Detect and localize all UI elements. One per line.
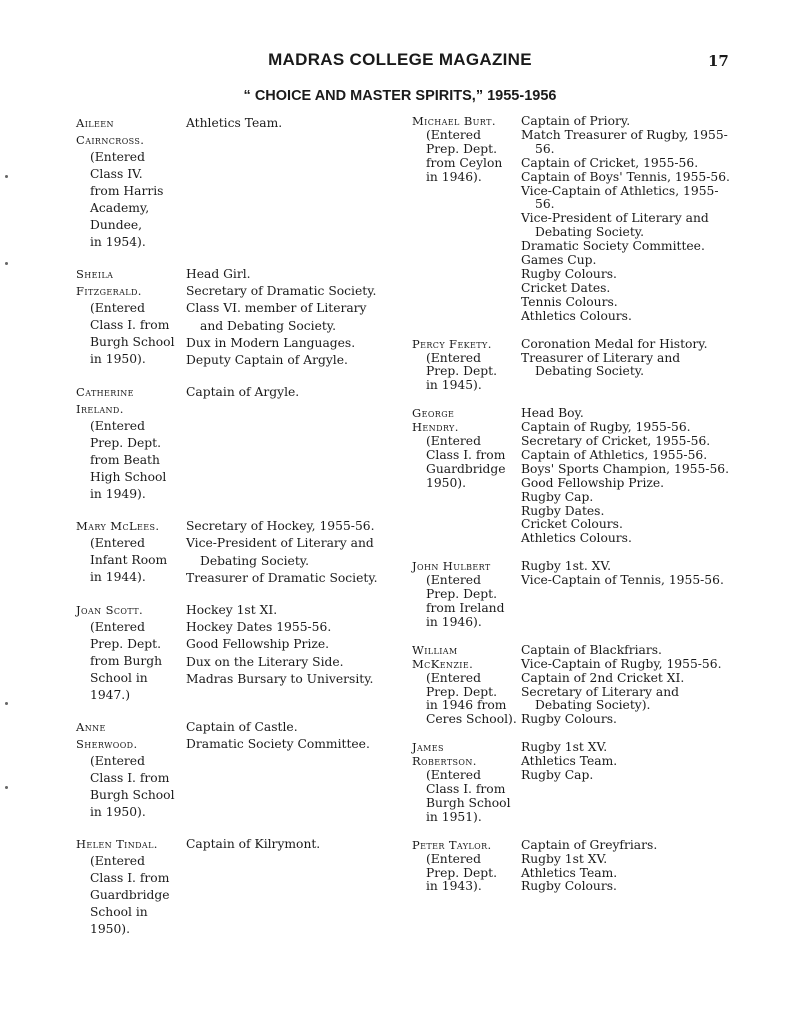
entry-note: School in [90,905,148,920]
entry-note: (Entered [90,754,145,769]
honour-item: Athletics Team. [521,865,618,880]
entry-note: (Entered [90,301,145,315]
scan-speck [5,702,8,705]
entry-note: Dundee, [90,218,143,232]
honour-item: Dramatic Society Committee. [521,239,705,254]
entry-note: in 1944). [90,570,146,585]
student-name: James [412,740,444,755]
student-name: Sherwood. [76,737,138,752]
honour-item: Rugby Colours. [521,712,617,727]
entry-note: in 1951). [426,809,482,824]
honour-item: Rugby Cap. [521,768,594,783]
entry-note: Prep. Dept. [426,587,497,602]
entry-note: Prep. Dept. [426,684,497,699]
entry-note: in 1946). [426,614,482,629]
honour-item: Class VI. member of Literary and Debating Society. [186,301,367,333]
honour-item: Rugby Colours. [521,879,617,894]
student-entry [412,338,732,394]
entry-note: (Entered [426,127,481,142]
honours-list [186,384,388,503]
honour-item: Captain of 2nd Cricket XI. [521,670,685,685]
student-name: Helen Tindal. [76,837,158,852]
student-name: Catherine [76,385,134,400]
honour-item: Secretary of Dramatic Society. [186,284,377,299]
entry-note: Burgh School [90,788,175,803]
student-name: Peter Taylor. [412,837,492,852]
page-number: 17 [708,52,729,70]
student-identity [412,115,521,324]
entry-note: from Ceylon [426,155,503,170]
honour-item: Rugby 1st. XV. [521,559,612,574]
student-name: Sheila [76,267,114,281]
student-name: Robertson. [412,754,477,769]
honour-item: Rugby 1st XV. [521,851,608,866]
entry-note: Class I. from [90,771,170,786]
student-identity [412,560,521,630]
entry-note: from Beath [90,453,160,468]
entry-note: from Ireland [426,601,505,615]
entry-note: in 1943). [426,879,482,894]
right-column [412,115,732,908]
honour-item: Secretary of Literary and Debating Society). [521,684,679,713]
entry-note: (Entered [426,434,481,449]
honour-item: Rugby Cap. [521,489,594,504]
honour-item: Treasurer of Literary and Debating Society. [521,350,681,379]
honour-item: Captain of Greyfriars. [521,837,658,852]
honour-item: Captain of Cricket, 1955-56. [521,155,699,170]
student-entry [412,560,732,630]
honour-item: Athletics Colours. [521,531,632,546]
honour-item: Athletics Colours. [521,308,632,323]
honour-item: Good Fellowship Prize. [521,475,665,490]
entry-note: High School [90,470,167,485]
student-entry [412,407,732,546]
honour-item: Tennis Colours. [521,294,618,309]
honours-list [186,719,388,821]
entry-note: (Entered [426,851,481,866]
honours-list [521,741,732,824]
entry-note: 1950). [90,922,131,937]
honour-item: Captain of Priory. [521,114,631,128]
entry-note: (Entered [90,536,145,551]
entry-note: Academy, [90,201,150,215]
honour-item: Madras Bursary to University. [186,671,374,686]
honours-list [186,602,388,704]
student-entry [76,602,388,704]
student-entry [76,719,388,821]
entry-note: in 1954). [90,235,146,249]
entry-note: (Entered [90,419,145,434]
honour-item: Cricket Colours. [521,517,623,532]
student-name: Fitzgerald. [76,284,142,298]
student-identity [412,644,521,727]
honours-list [521,407,732,546]
student-identity [76,518,186,587]
honour-item: Vice-President of Literary and Debating Society. [186,536,374,568]
student-identity [76,719,186,821]
student-entry [76,836,388,938]
student-name: William [412,642,458,657]
entry-note: Prep. Dept. [426,865,497,880]
student-identity [76,602,186,704]
scan-speck [5,262,8,265]
honour-item: Vice-Captain of Tennis, 1955-56. [521,573,724,588]
student-identity [412,338,521,394]
student-name: Mary McLees. [76,519,160,534]
honour-item: Rugby Colours. [521,266,617,281]
honour-item: Head Boy. [521,406,584,421]
entry-note: Prep. Dept. [90,637,161,652]
honour-item: Captain of Athletics, 1955-56. [521,447,708,462]
entry-note: in 1946 from [426,698,507,713]
scan-speck [5,786,8,789]
honour-item: Boys' Sports Champion, 1955-56. [521,461,729,476]
student-entry [412,644,732,727]
student-identity [76,266,186,369]
honour-item: Dux on the Literary Side. [186,654,344,669]
student-identity [76,384,186,503]
honours-list [186,836,388,938]
student-entry [412,741,732,824]
entry-note: (Entered [426,573,481,588]
entry-note: Class I. from [90,871,170,886]
honour-item: Captain of Blackfriars. [521,642,662,657]
student-entry [412,839,732,895]
student-name: Joan Scott. [76,603,144,618]
student-name: McKenzie. [412,656,474,671]
entry-note: Burgh School [90,335,175,349]
honour-item: Match Treasurer of Rugby, 1955-56. [521,127,728,156]
entry-note: (Entered [426,350,481,365]
student-identity [412,407,521,546]
entry-note: Guardbridge [90,888,170,903]
section-title: “ CHOICE AND MASTER SPIRITS,” 1955-1956 [243,88,557,104]
honours-list [186,518,388,587]
entry-note: (Entered [426,670,481,685]
student-name: Hendry. [412,420,459,435]
honour-item: Dux in Modern Languages. [186,335,356,350]
honour-item: Hockey Dates 1955-56. [186,620,332,635]
honours-list [521,839,732,895]
entry-note: (Entered [426,768,481,783]
honour-item: Treasurer of Dramatic Society. [186,570,378,585]
honour-item: Athletics Team. [186,116,283,130]
student-identity [76,115,186,251]
honours-list [521,338,732,394]
magazine-title: MADRAS COLLEGE MAGAZINE [268,50,532,69]
student-name: Aileen [76,116,114,130]
entry-note: (Entered [90,620,145,635]
student-name: Cairncross. [76,133,145,147]
entry-note: from Harris [90,184,164,198]
honour-item: Secretary of Hockey, 1955-56. [186,519,375,534]
honour-item: Hockey 1st XI. [186,603,278,618]
entry-note: 1950). [426,475,467,490]
honour-item: Head Girl. [186,267,251,281]
student-entry [76,384,388,503]
entry-note: Infant Room [90,553,168,568]
honours-list [186,266,388,369]
honour-item: Rugby 1st XV. [521,740,608,755]
entry-note: Class I. from [426,447,506,462]
student-name: Michael Burt. [412,114,496,128]
entry-note: in 1950). [90,805,146,820]
entry-note: School in [90,671,148,686]
honour-item: Captain of Rugby, 1955-56. [521,420,691,435]
entry-note: Class I. from [90,318,170,332]
entry-note: Class IV. [90,167,143,181]
student-identity [76,836,186,938]
honour-item: Captain of Argyle. [186,385,300,400]
entry-note: Prep. Dept. [426,141,497,156]
student-identity [412,839,521,895]
left-column [76,115,388,953]
entry-note: Ceres School). [426,712,517,727]
honour-item: Secretary of Cricket, 1955-56. [521,434,711,449]
entry-note: Prep. Dept. [90,436,161,451]
entry-note: (Entered [90,150,145,164]
honour-item: Good Fellowship Prize. [186,637,330,652]
honour-item: Cricket Dates. [521,280,611,295]
entry-note: in 1945). [426,378,482,393]
honour-item: Coronation Medal for History. [521,336,708,351]
student-name: John Hulbert [412,559,491,574]
honour-item: Dramatic Society Committee. [186,737,370,752]
honours-list [521,560,732,630]
honours-list [186,115,388,251]
honour-item: Deputy Captain of Argyle. [186,353,348,368]
honour-item: Athletics Team. [521,754,618,769]
honour-item: Captain of Castle. [186,720,298,735]
entry-note: in 1949). [90,487,146,502]
honour-item: Vice-President of Literary and Debating Society. [521,211,709,240]
student-name: George [412,406,455,421]
student-entry [76,266,388,369]
entry-note: in 1950). [90,352,146,366]
entry-note: Burgh School [426,795,511,810]
entry-note: 1947.) [90,688,131,703]
honour-item: Vice-Captain of Athletics, 1955-56. [521,183,719,212]
honour-item: Captain of Kilrymont. [186,837,321,852]
scan-speck [5,175,8,178]
entry-note: Prep. Dept. [426,364,497,379]
student-identity [412,741,521,824]
student-entry [412,115,732,324]
honour-item: Games Cup. [521,253,597,268]
honour-item: Rugby Dates. [521,503,605,518]
honour-item: Captain of Boys' Tennis, 1955-56. [521,169,730,184]
student-entry [76,518,388,587]
entry-note: (Entered [90,854,145,869]
student-name: Anne [76,720,106,735]
entry-note: Guardbridge [426,461,506,476]
student-name: Percy Fekety. [412,336,492,351]
entry-note: from Burgh [90,654,163,669]
entry-note: Class I. from [426,781,506,796]
entry-note: in 1946). [426,169,482,184]
honours-list [521,115,732,324]
honours-list [521,644,732,727]
honour-item: Vice-Captain of Rugby, 1955-56. [521,656,722,671]
student-name: Ireland. [76,402,124,417]
student-entry [76,115,388,251]
